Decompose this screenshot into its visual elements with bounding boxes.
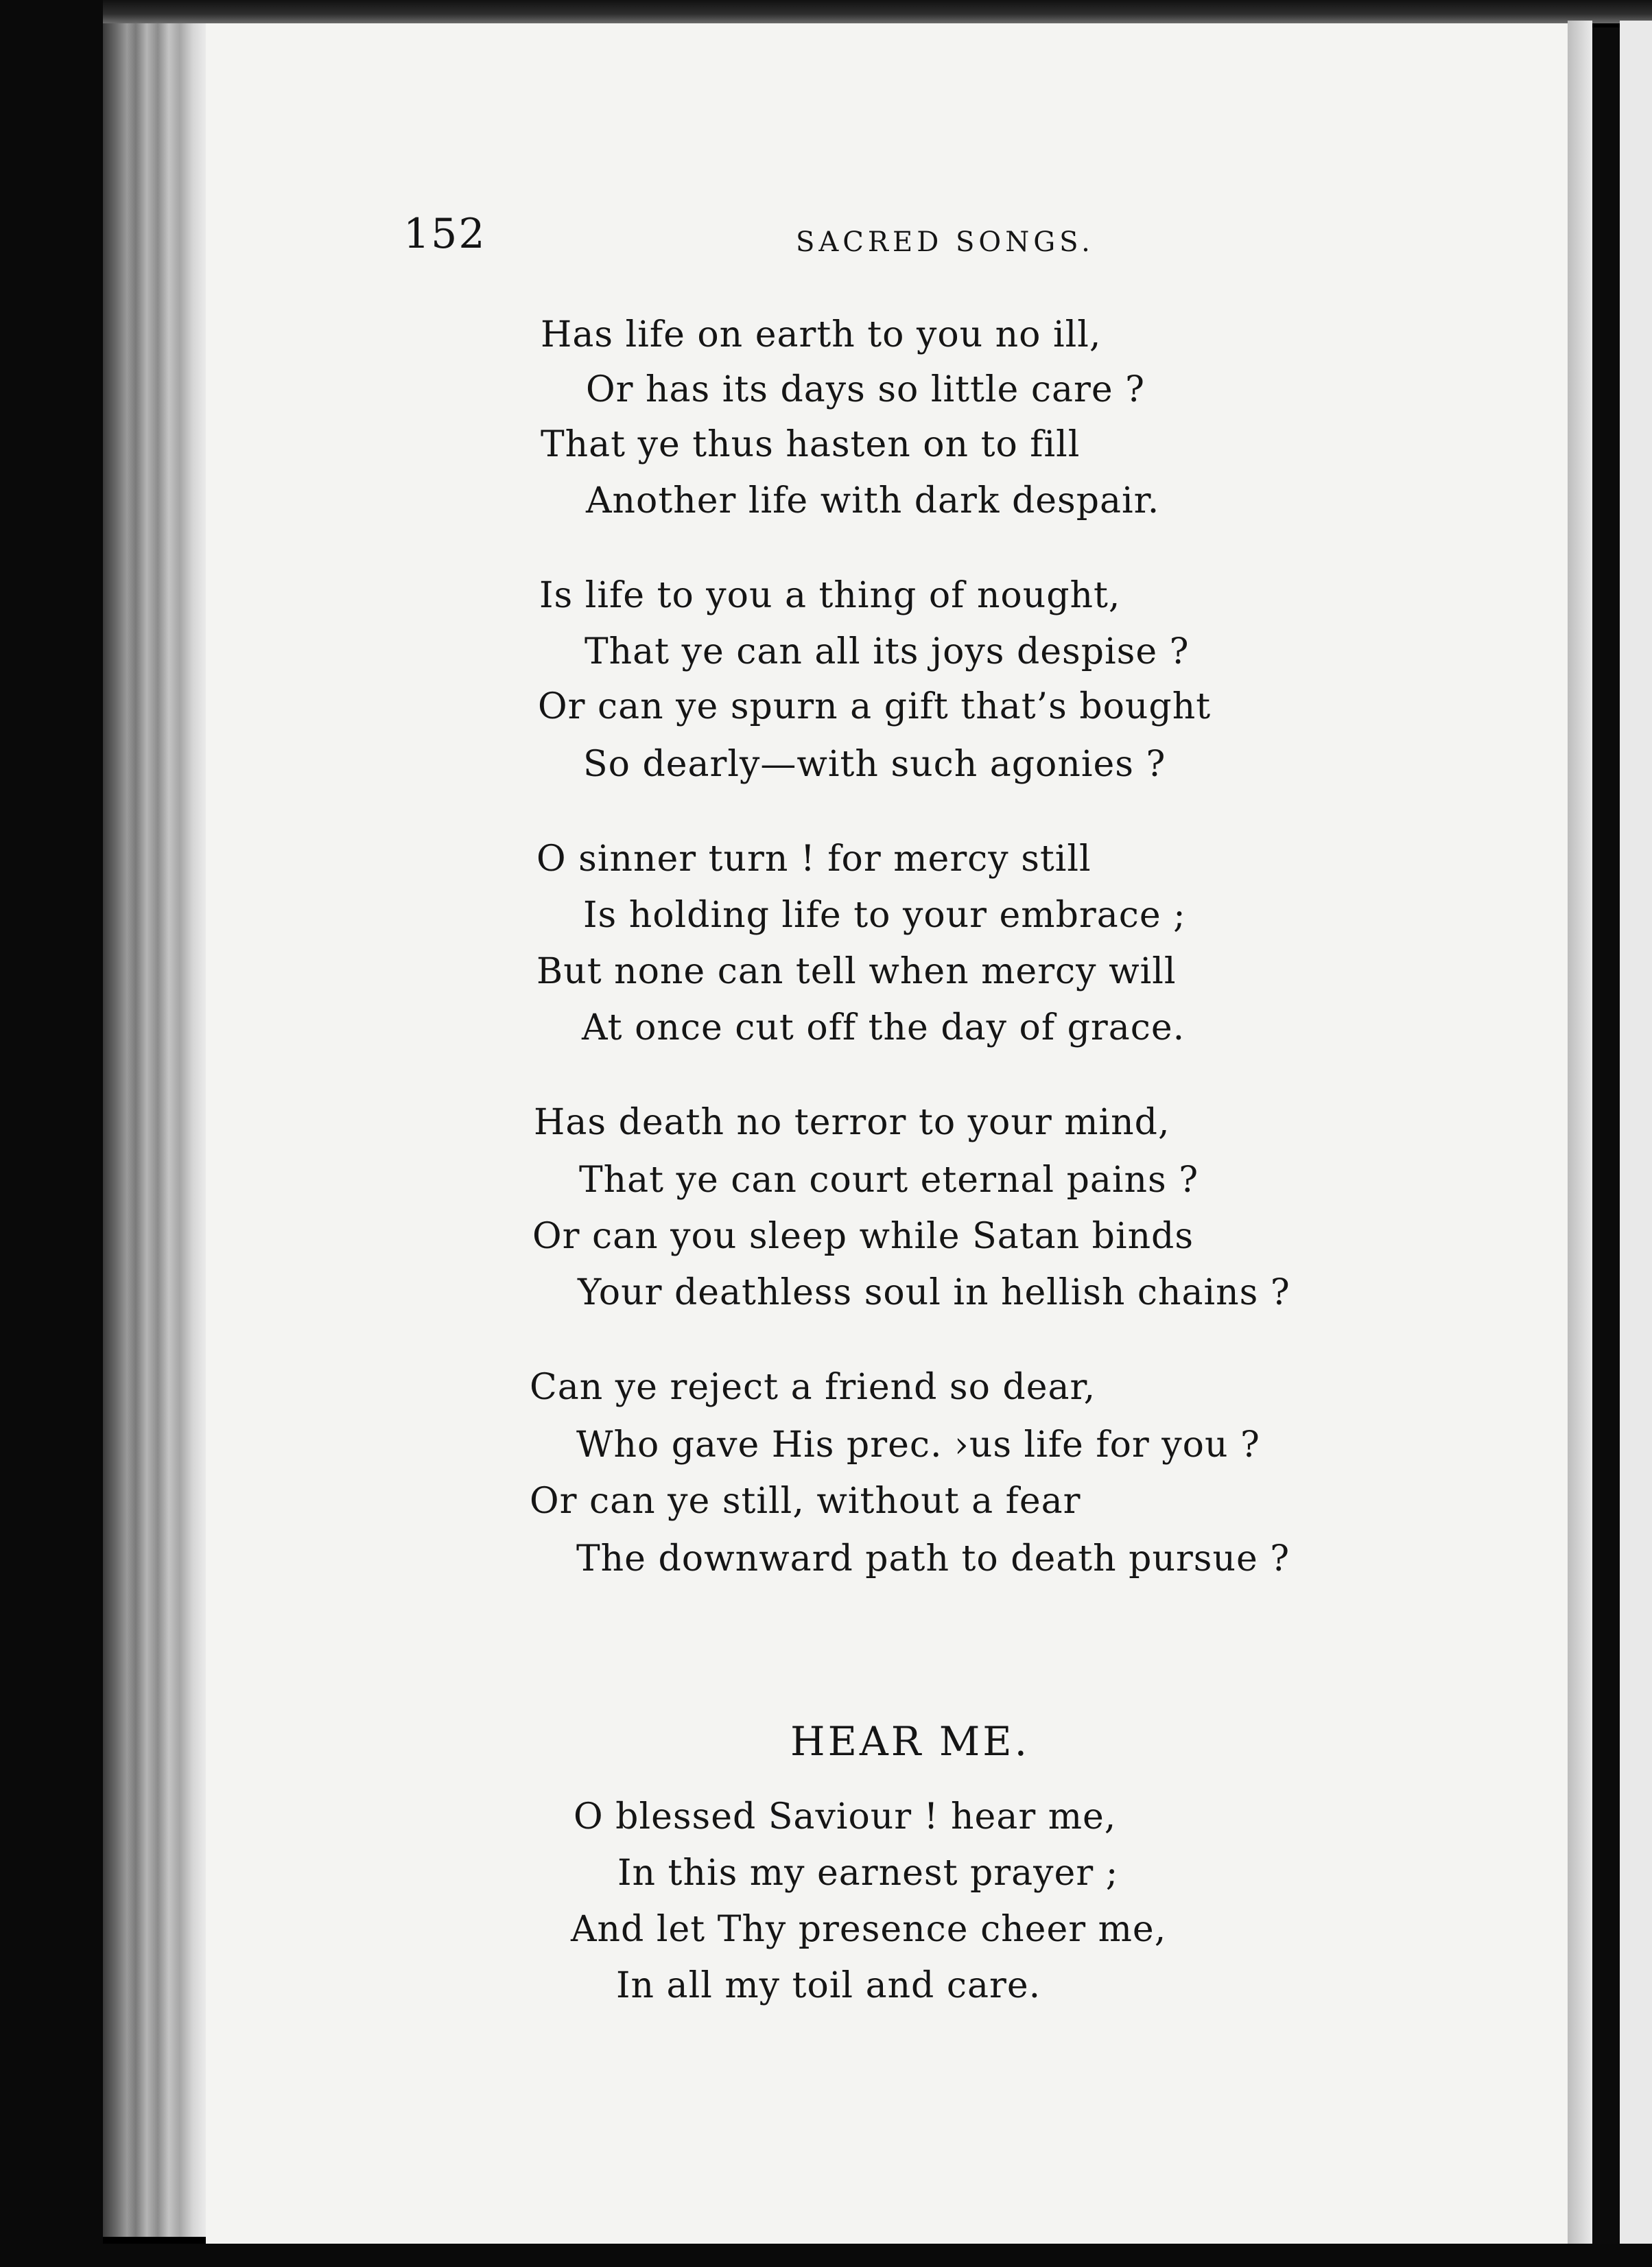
poem-line: Another life with dark despair. xyxy=(586,480,1160,521)
poem-line: So dearly—with such agonies ? xyxy=(583,744,1166,785)
poem-line: Can ye reject a friend so dear, xyxy=(530,1367,1096,1408)
page-number: 152 xyxy=(403,210,486,258)
poem-line: Or can ye still, without a fear xyxy=(530,1481,1081,1522)
poem-line: Your deathless soul in hellish chains ? xyxy=(578,1272,1290,1313)
book-binding xyxy=(1592,27,1620,2244)
poem-line: Or has its days so little care ? xyxy=(586,369,1146,410)
poem-line: That ye thus hasten on to fill xyxy=(541,424,1081,465)
poem-line: Or can you sleep while Satan binds xyxy=(532,1216,1194,1257)
poem-line: That ye can court eternal pains ? xyxy=(579,1160,1199,1201)
poem-line: But none can tell when mercy will xyxy=(536,951,1177,992)
poem-line: Or can ye spurn a gift that’s bought xyxy=(538,686,1212,727)
song-title: HEAR ME. xyxy=(790,1718,1030,1765)
poem-line: O sinner turn ! for mercy still xyxy=(536,838,1092,880)
poem-line: Is holding life to your embrace ; xyxy=(583,895,1186,936)
scan-top-edge xyxy=(103,0,1652,23)
poem-line: In all my toil and care. xyxy=(616,1965,1041,2006)
poem-line: The downward path to death pursue ? xyxy=(576,1538,1290,1579)
running-head: SACRED SONGS. xyxy=(796,226,1094,258)
scan-margin-left xyxy=(0,0,103,2267)
poem-line: Has death no terror to your mind, xyxy=(534,1102,1170,1143)
poem-line: Who gave His prec. ›us life for you ? xyxy=(576,1424,1260,1466)
facing-page-edge xyxy=(1620,21,1652,2251)
poem-line: O blessed Saviour ! hear me, xyxy=(574,1796,1117,1837)
scan-bottom-edge xyxy=(103,2244,1652,2267)
poem-line: In this my earnest prayer ; xyxy=(617,1853,1119,1894)
poem-line: That ye can all its joys despise ? xyxy=(585,631,1190,672)
poem-line: At once cut off the day of grace. xyxy=(582,1007,1185,1048)
poem-line: And let Thy presence cheer me, xyxy=(571,1909,1167,1950)
poem-line: Has life on earth to you no ill, xyxy=(541,314,1102,355)
poem-line: Is life to you a thing of nought, xyxy=(539,575,1121,616)
page-edges xyxy=(103,14,213,2237)
page-gutter xyxy=(1568,21,1592,2251)
